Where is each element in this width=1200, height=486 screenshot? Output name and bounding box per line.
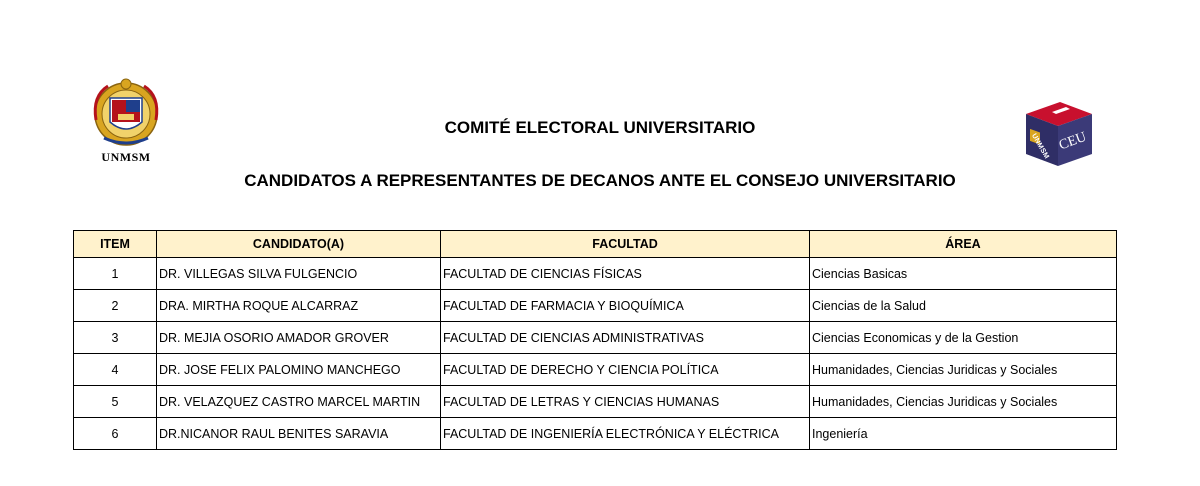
cell-item: 2 <box>74 290 157 322</box>
table-row <box>74 418 1117 450</box>
cell-item: 4 <box>74 354 157 386</box>
ceu-logo-text: CEU <box>1057 129 1089 154</box>
table-row <box>74 354 1117 386</box>
column-header-area: ÁREA <box>810 231 1117 258</box>
cell-area: Ingeniería <box>810 418 1117 450</box>
cell-facultad: FACULTAD DE CIENCIAS FÍSICAS <box>441 258 810 290</box>
cell-area: Humanidades, Ciencias Juridicas y Sociales <box>810 354 1117 386</box>
cell-candidato: DR. JOSE FELIX PALOMINO MANCHEGO <box>157 354 441 386</box>
ceu-logo-side-text: UNMSM <box>1029 132 1050 161</box>
cell-facultad: FACULTAD DE CIENCIAS ADMINISTRATIVAS <box>441 322 810 354</box>
cell-candidato: DR. MEJIA OSORIO AMADOR GROVER <box>157 322 441 354</box>
cell-item: 1 <box>74 258 157 290</box>
table-row <box>74 258 1117 290</box>
table-row <box>74 322 1117 354</box>
page-title: COMITÉ ELECTORAL UNIVERSITARIO <box>444 118 756 137</box>
cell-candidato: DR. VILLEGAS SILVA FULGENCIO <box>157 258 441 290</box>
cell-facultad: FACULTAD DE DERECHO Y CIENCIA POLÍTICA <box>441 354 810 386</box>
table-row <box>74 386 1117 418</box>
table-row <box>74 290 1117 322</box>
cell-item: 5 <box>74 386 157 418</box>
candidates-table <box>73 230 1117 450</box>
cell-area: Ciencias Basicas <box>810 258 1117 290</box>
column-header-item: ITEM <box>74 231 157 258</box>
cell-area: Ciencias de la Salud <box>810 290 1117 322</box>
page-subtitle: CANDIDATOS A REPRESENTANTES DE DECANOS ANTE EL CONSEJO UNIVERSITARIO <box>244 171 956 190</box>
cell-item: 3 <box>74 322 157 354</box>
cell-facultad: FACULTAD DE INGENIERÍA ELECTRÓNICA Y ELÉCTRICA <box>441 418 810 450</box>
cell-area: Ciencias Economicas y de la Gestion <box>810 322 1117 354</box>
cell-area: Humanidades, Ciencias Juridicas y Sociales <box>810 386 1117 418</box>
column-header-facultad: FACULTAD <box>441 231 810 258</box>
cell-candidato: DR.NICANOR RAUL BENITES SARAVIA <box>157 418 441 450</box>
cell-item: 6 <box>74 418 157 450</box>
cell-facultad: FACULTAD DE FARMACIA Y BIOQUÍMICA <box>441 290 810 322</box>
column-header-candidato: CANDIDATO(A) <box>157 231 441 258</box>
cell-candidato: DRA. MIRTHA ROQUE ALCARRAZ <box>157 290 441 322</box>
cell-candidato: DR. VELAZQUEZ CASTRO MARCEL MARTIN <box>157 386 441 418</box>
table-header-row <box>74 231 1117 258</box>
cell-facultad: FACULTAD DE LETRAS Y CIENCIAS HUMANAS <box>441 386 810 418</box>
unmsm-logo-text: UNMSM <box>101 150 151 164</box>
